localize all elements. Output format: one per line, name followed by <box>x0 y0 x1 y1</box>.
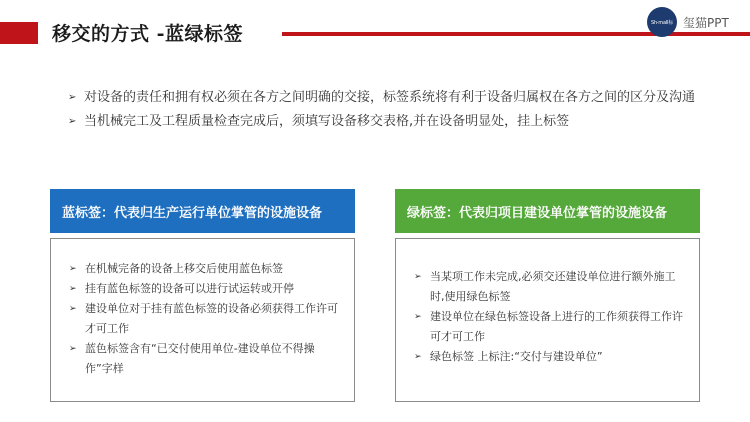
list-item-text: 绿色标签 上标注:“交付与建设单位” <box>430 350 603 363</box>
arrow-right-icon: ➢ <box>68 116 77 127</box>
green-panel-box <box>395 238 700 402</box>
logo-badge: Sh·mall标 <box>647 7 677 37</box>
brand-logo <box>647 7 729 37</box>
blue-panel-box <box>50 238 355 402</box>
arrow-right-icon: ➢ <box>414 352 422 362</box>
blue-panel-list <box>69 259 340 379</box>
list-item <box>69 259 340 279</box>
list-item-text: 建设单位对于挂有蓝色标签的设备必须获得工作许可才可工作 <box>85 302 338 335</box>
blue-panel-header: 蓝标签：代表归生产运行单位掌管的设施设备 <box>50 189 355 233</box>
list-item <box>69 339 340 379</box>
arrow-right-icon: ➢ <box>69 264 77 274</box>
arrow-right-icon: ➢ <box>69 284 77 294</box>
list-item <box>69 299 340 339</box>
page-title: 移交的方式 -蓝绿标签 <box>52 23 244 45</box>
arrow-right-icon: ➢ <box>69 344 77 354</box>
list-item-text: 建设单位在绿色标签设备上进行的工作须获得工作许可才可工作 <box>430 310 683 343</box>
list-item-text: 当某项工作未完成,必须交还建设单位进行额外施工时,使用绿色标签 <box>430 270 676 303</box>
arrow-right-icon: ➢ <box>69 304 77 314</box>
arrow-right-icon: ➢ <box>414 272 422 282</box>
green-panel-header: 绿标签：代表归项目建设单位掌管的设施设备 <box>395 189 700 233</box>
intro-bullet <box>68 86 708 110</box>
logo-text: 玺猫PPT <box>683 15 729 30</box>
intro-bullet-text: 当机械完工及工程质量检查完成后，须填写设备移交表格,并在设备明显处，挂上标签 <box>84 114 570 129</box>
list-item <box>414 267 685 307</box>
list-item-text: 在机械完备的设备上移交后使用蓝色标签 <box>85 262 283 275</box>
list-item-text: 挂有蓝色标签的设备可以进行试运转或开停 <box>85 282 294 295</box>
intro-bullet-text: 对设备的责任和拥有权必须在各方之间明确的交接，标签系统将有利于设备归属权在各方之间的区分及沟通 <box>84 90 696 105</box>
arrow-right-icon: ➢ <box>68 92 77 103</box>
list-item <box>414 307 685 347</box>
list-item <box>414 347 685 367</box>
intro-bullets <box>68 86 708 134</box>
intro-bullet <box>68 110 708 134</box>
list-item <box>69 279 340 299</box>
list-item-text: 蓝色标签含有“已交付使用单位-建设单位不得操作”字样 <box>85 342 315 375</box>
title-accent-bar <box>0 22 38 44</box>
arrow-right-icon: ➢ <box>414 312 422 322</box>
green-panel-list <box>414 267 685 367</box>
